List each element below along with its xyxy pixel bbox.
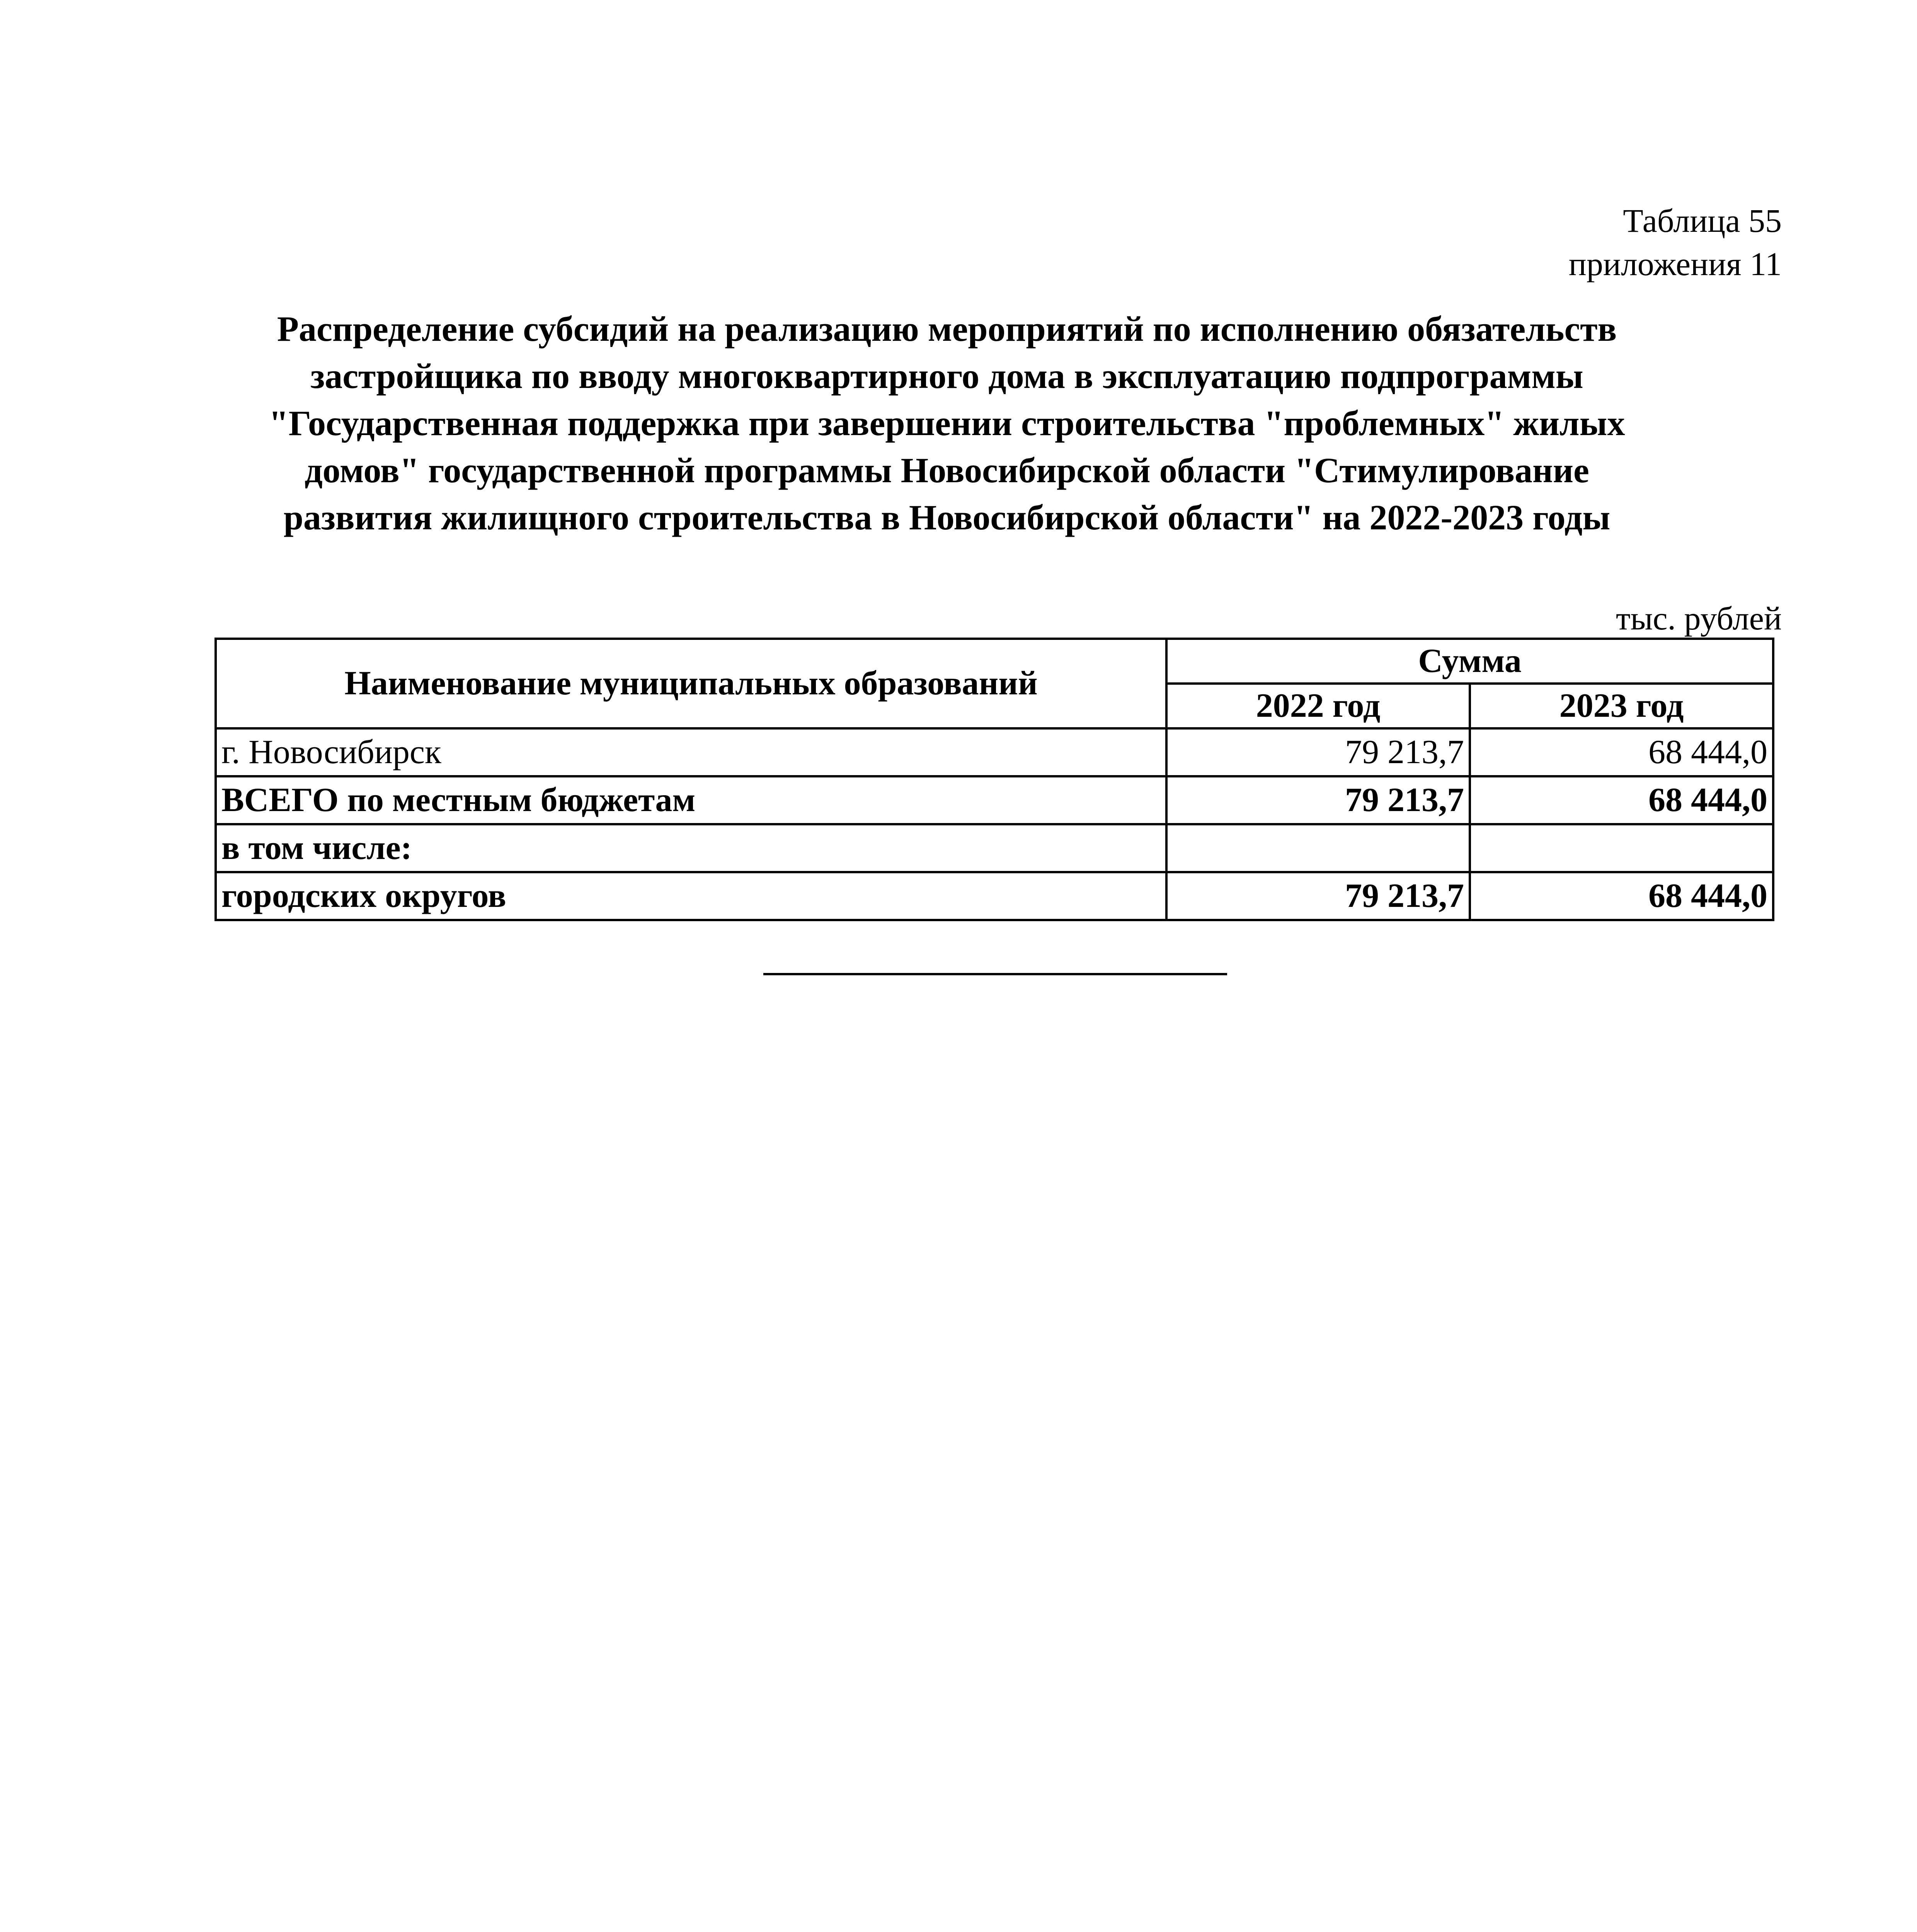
header-municipality: Наименование муниципальных образований: [216, 639, 1166, 728]
document-title: [251, 305, 1643, 541]
table-row: [216, 824, 1773, 872]
row-name: г. Новосибирск: [216, 728, 1166, 776]
table-reference: [1569, 199, 1782, 286]
row-name: в том числе:: [216, 824, 1166, 872]
appendix-label: приложения 11: [1568, 245, 1782, 282]
table-number: Таблица 55: [1623, 202, 1782, 239]
row-value-2022: 79 213,7: [1166, 728, 1470, 776]
row-value-2023: [1470, 824, 1773, 872]
subsidy-table: [215, 638, 1774, 921]
title-line: "Государственная поддержка при завершении строительства "проблемных" жилых: [269, 403, 1625, 443]
unit-label: тыс. рублей: [1616, 600, 1782, 637]
table-row: [216, 728, 1773, 776]
title-line: развития жилищного строительства в Новосибирской области" на 2022-2023 годы: [283, 498, 1611, 537]
end-divider: [763, 973, 1227, 975]
table-header-row: [216, 639, 1773, 684]
row-value-2023: 68 444,0: [1470, 728, 1773, 776]
row-value-2022: [1166, 824, 1470, 872]
row-value-2023: 68 444,0: [1470, 872, 1773, 920]
title-line: застройщика по вводу многоквартирного дома в эксплуатацию подпрограммы: [310, 356, 1583, 396]
row-value-2023: 68 444,0: [1470, 776, 1773, 824]
header-year-2022: 2022 год: [1166, 684, 1470, 728]
table-row: [216, 872, 1773, 920]
header-sum: Сумма: [1166, 639, 1773, 684]
title-line: Распределение субсидий на реализацию мероприятий по исполнению обязательств: [277, 309, 1617, 349]
title-line: домов" государственной программы Новосибирской области "Стимулирование: [305, 451, 1589, 490]
row-name: городских округов: [216, 872, 1166, 920]
row-value-2022: 79 213,7: [1166, 776, 1470, 824]
table-row: [216, 776, 1773, 824]
row-value-2022: 79 213,7: [1166, 872, 1470, 920]
row-name: ВСЕГО по местным бюджетам: [216, 776, 1166, 824]
header-year-2023: 2023 год: [1470, 684, 1773, 728]
